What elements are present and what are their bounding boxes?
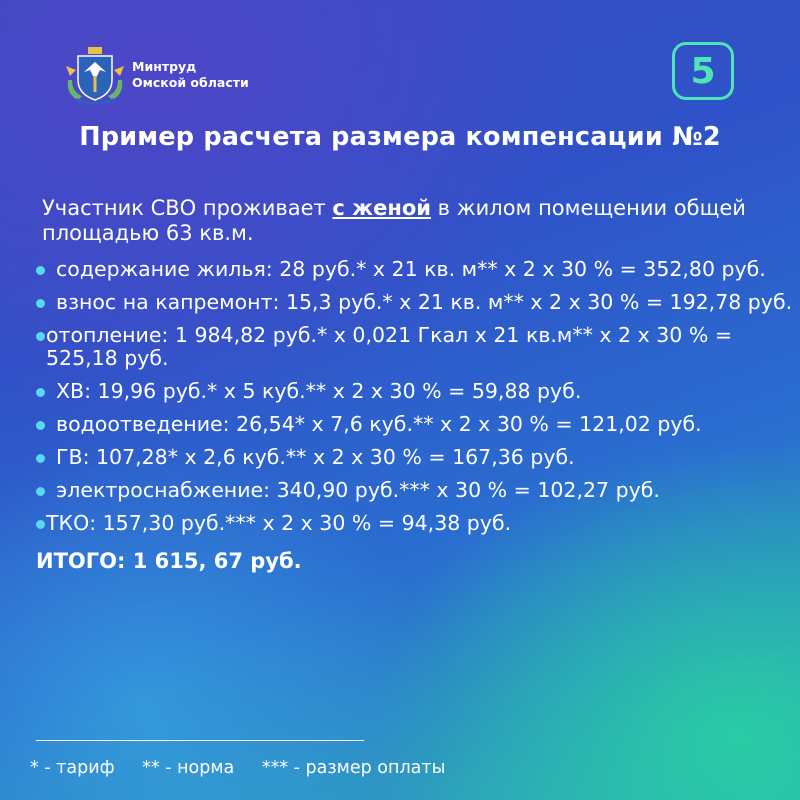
legend-norm: ** - норма: [142, 758, 235, 778]
bullet-icon: [36, 266, 45, 275]
list-item: [36, 324, 796, 370]
footnote-legend: [30, 758, 467, 778]
item-text: взнос на капремонт: 15,3 руб.* x 21 кв. м** x 2 x 30 % = 192,78 руб.: [56, 290, 793, 314]
item-text: отопление: 1 984,82 руб.* x 0,021 Гкал x 21 кв.м** x 2 x 30 % = 525,18 руб.: [46, 323, 733, 370]
bullet-icon: [36, 299, 45, 308]
page-title: Пример расчета размера компенсации №2: [79, 122, 721, 152]
bullet-icon: [36, 421, 45, 430]
total-amount: ИТОГО: 1 615, 67 руб.: [36, 549, 302, 573]
org-name-line1: Минтруд: [132, 59, 197, 74]
intro-text: [42, 196, 796, 246]
item-text: электроснабжение: 340,90 руб.*** x 30 % = 102,27 руб.: [56, 478, 660, 502]
list-item: [36, 258, 796, 281]
footnote-divider: [36, 740, 364, 741]
ministry-logo: [64, 46, 249, 104]
page-number-badge: 5: [672, 42, 734, 100]
bullet-icon: [36, 487, 45, 496]
list-item: [36, 479, 796, 502]
org-name-line2: Омской области: [132, 75, 249, 90]
list-item: [36, 291, 796, 314]
list-item: [36, 413, 796, 436]
item-text: ТКО: 157,30 руб.*** x 2 x 30 % = 94,38 руб.: [46, 511, 512, 535]
item-text: ГВ: 107,28* x 2,6 куб.** x 2 x 30 % = 167,36 руб.: [56, 445, 575, 469]
legend-payment: *** - размер оплаты: [261, 758, 446, 778]
intro-emphasis: с женой: [332, 196, 431, 220]
bullet-icon: [36, 454, 45, 463]
list-item: [36, 380, 796, 403]
list-item: [36, 446, 796, 469]
bullet-icon: [36, 388, 45, 397]
legend-tariff: * - тариф: [30, 758, 115, 778]
bullet-icon: [36, 332, 45, 341]
calculation-content: [36, 196, 796, 573]
omsk-coat-of-arms-icon: [64, 46, 126, 104]
intro-before: Участник СВО проживает: [42, 196, 333, 220]
intro-after: в жилом помещении общей площадью 63 кв.м.: [42, 196, 746, 245]
item-text: водоотведение: 26,54* x 7,6 куб.** x 2 x 30 % = 121,02 руб.: [56, 412, 702, 436]
list-item: [36, 512, 796, 535]
bullet-icon: [36, 520, 45, 529]
item-text: ХВ: 19,96 руб.* x 5 куб.** x 2 x 30 % = 59,88 руб.: [56, 379, 582, 403]
item-text: содержание жилья: 28 руб.* x 21 кв. м** x 2 x 30 % = 352,80 руб.: [56, 257, 766, 281]
